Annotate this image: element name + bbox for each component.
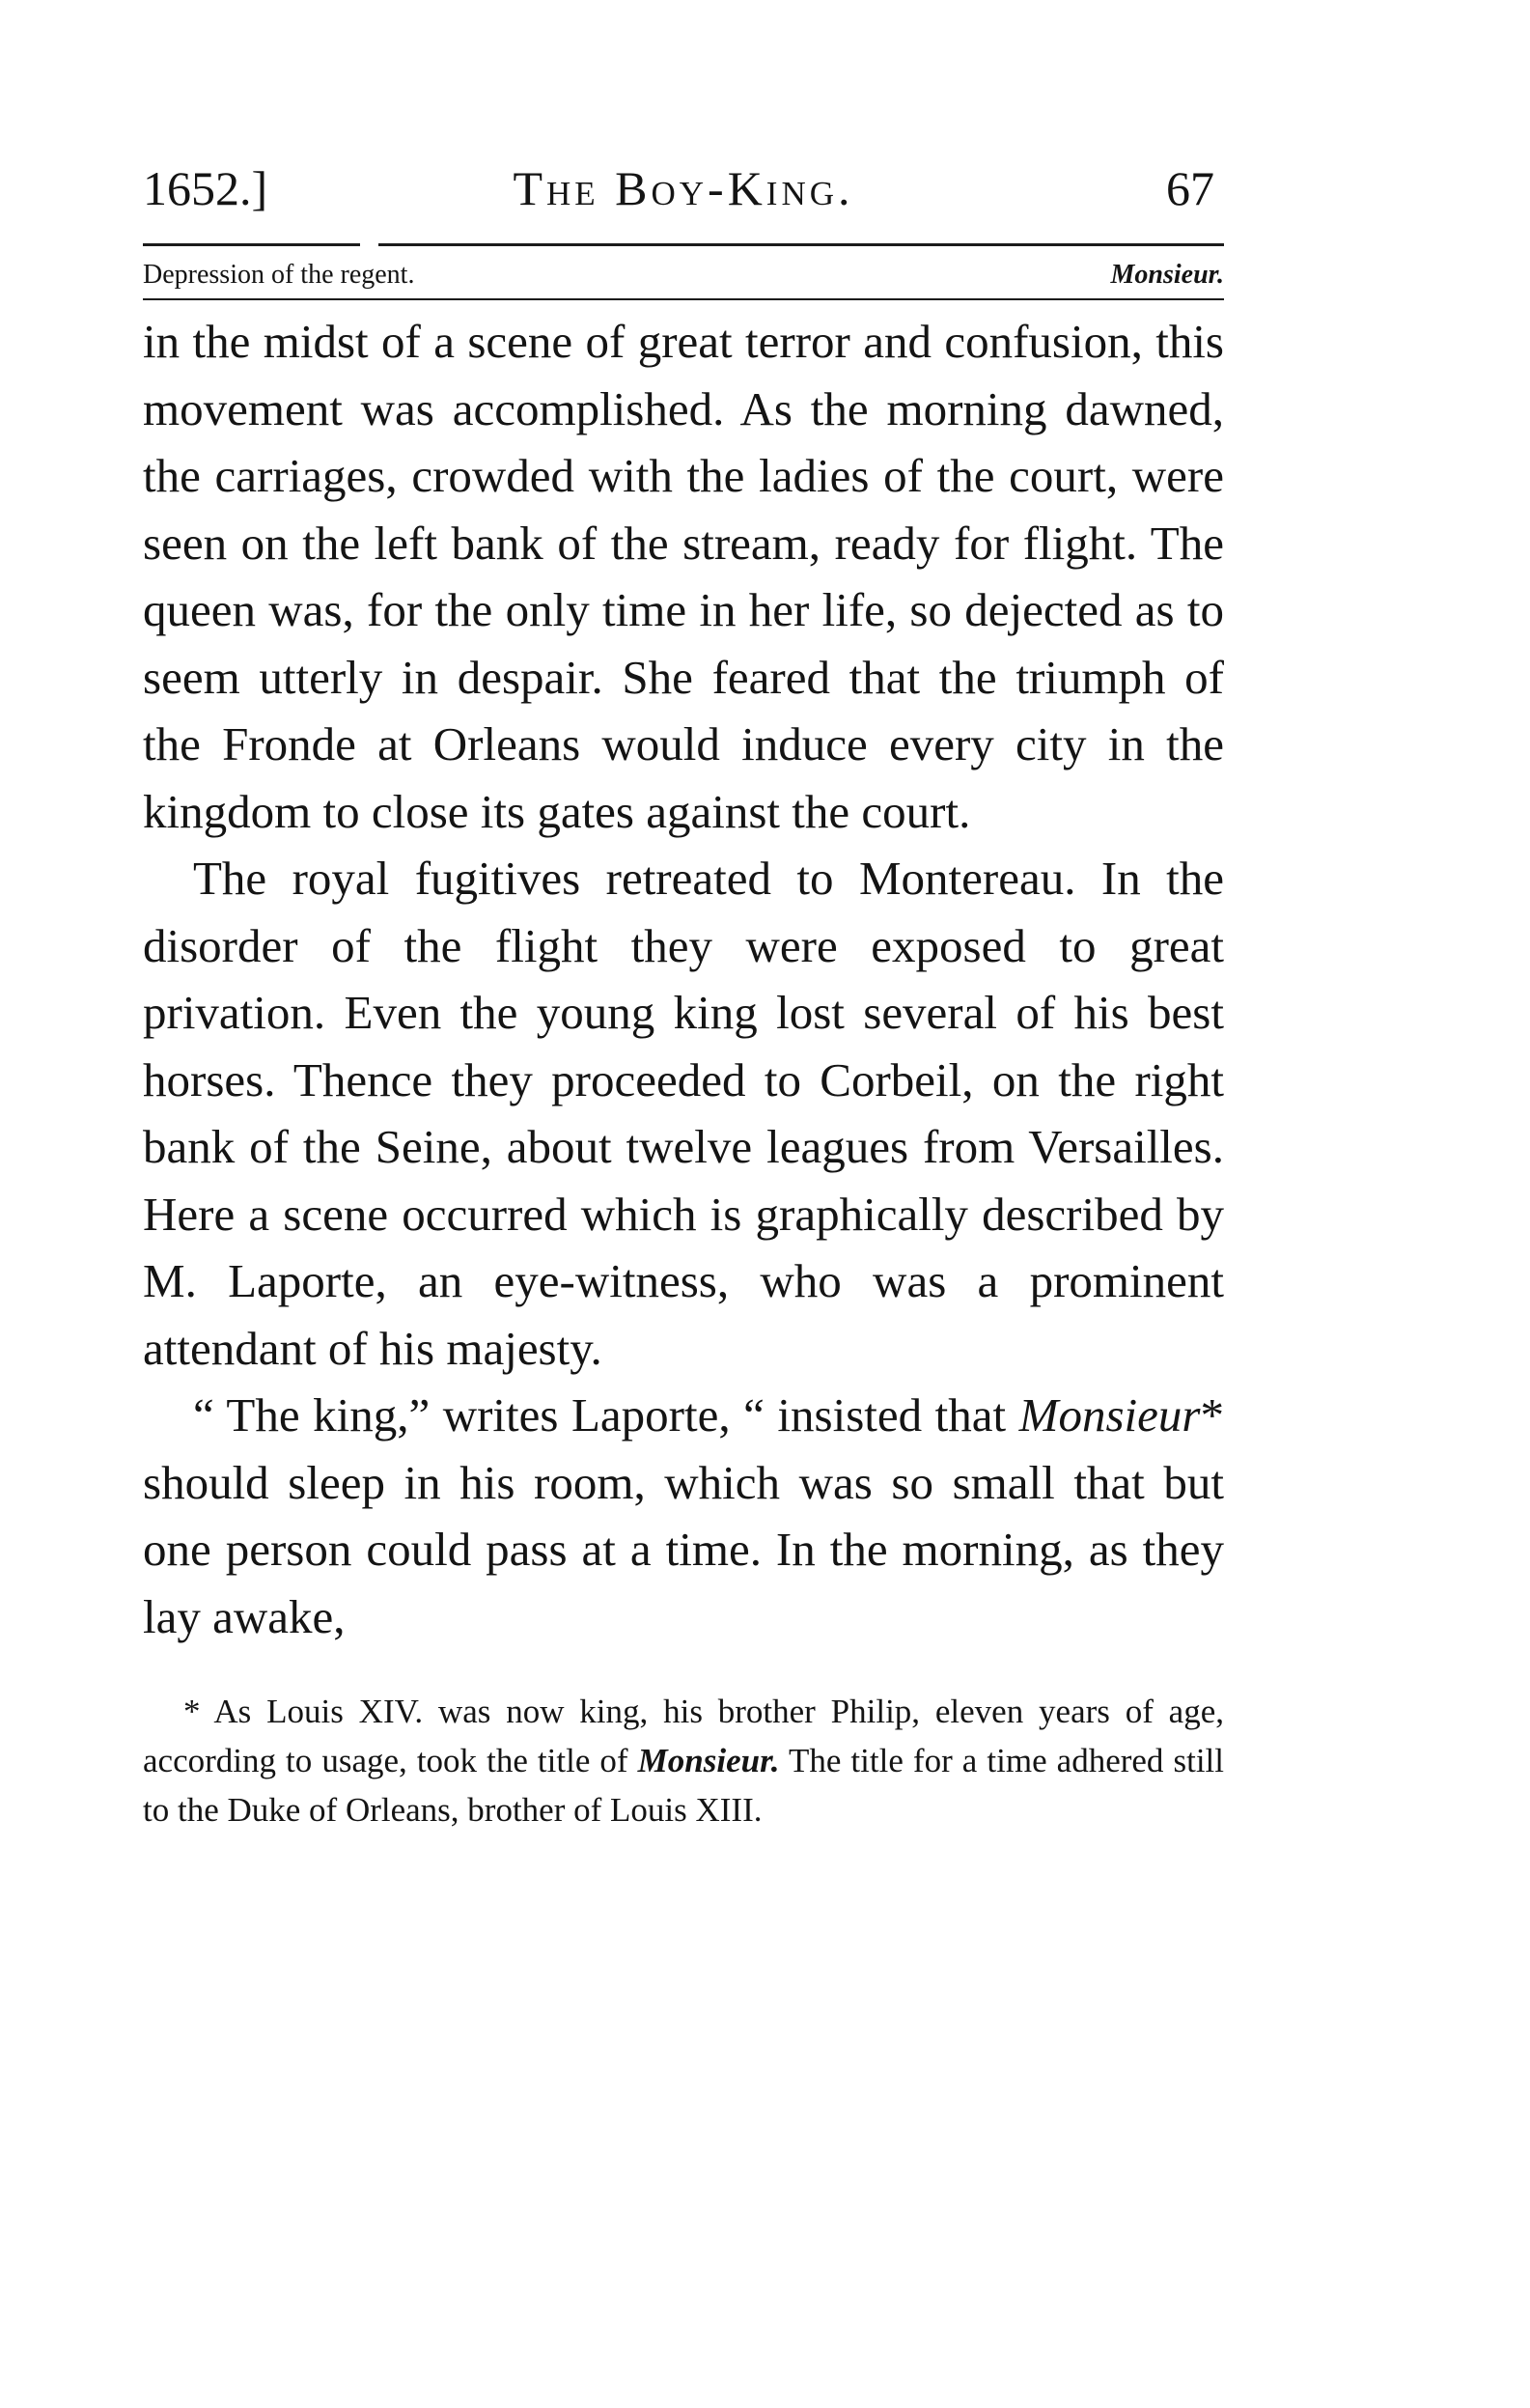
book-page [143, 154, 1224, 1834]
footnote [143, 1687, 1224, 1834]
body-text [143, 308, 1224, 1650]
running-head-title: The Boy-King. [513, 161, 854, 215]
paragraph-3 [143, 1382, 1224, 1650]
footnote-text [143, 1687, 1224, 1834]
header-rule-right [378, 243, 1224, 246]
header-rule-left [143, 243, 360, 246]
side-head-rule [143, 298, 1224, 300]
footnote-start: * As Louis XIV. was now king, his brother Philip, eleven years of age, according to usage, took the title of [143, 1693, 1224, 1779]
paragraph-3-end: * should sleep in his room, which was so small that but one person could pass at a time. In the morning, as they lay awake, [143, 1388, 1224, 1643]
side-head-right: Monsieur. [1110, 260, 1224, 290]
paragraph-3-start: “ The king,” writes Laporte, “ insisted that [193, 1388, 1019, 1442]
running-head [143, 154, 1224, 222]
footnote-end: The title for a time adhered still to the Duke of Orleans, brother of Louis XIII. [143, 1742, 1225, 1829]
paragraph-1: in the midst of a scene of great terror and confusion, this movement was accomplished. As the morning dawned, the carriages, crowded with the ladies of the court, were seen on the left bank of the stream, ready for flight. The queen was, for the only time in her life, so dejected as to seem utterly in despair. She feared that the triumph of the Fronde at Orleans would induce every city in the kingdom to close its gates against the court. [143, 315, 1224, 838]
side-head-left: Depression of the regent. [143, 260, 415, 290]
header-rule [143, 243, 1224, 246]
paragraph-2: The royal fugitives retreated to Montereau. In the disorder of the flight they were exposed to great privation. Even the young king lost several of his best horses. Thence they proceeded to Corbeil, on the right bank of the Seine, about twelve leagues from Versailles. Here a scene occurred which is graphically described by M. Laporte, an eye-witness, who was a prominent attendant of his majesty. [143, 852, 1224, 1375]
paragraph-3-italic: Monsieur [1018, 1388, 1201, 1442]
side-head [143, 254, 1224, 296]
page-number: 67 [1166, 161, 1214, 215]
footnote-italic: Monsieur. [637, 1742, 780, 1779]
running-head-year: 1652.] [143, 161, 268, 215]
